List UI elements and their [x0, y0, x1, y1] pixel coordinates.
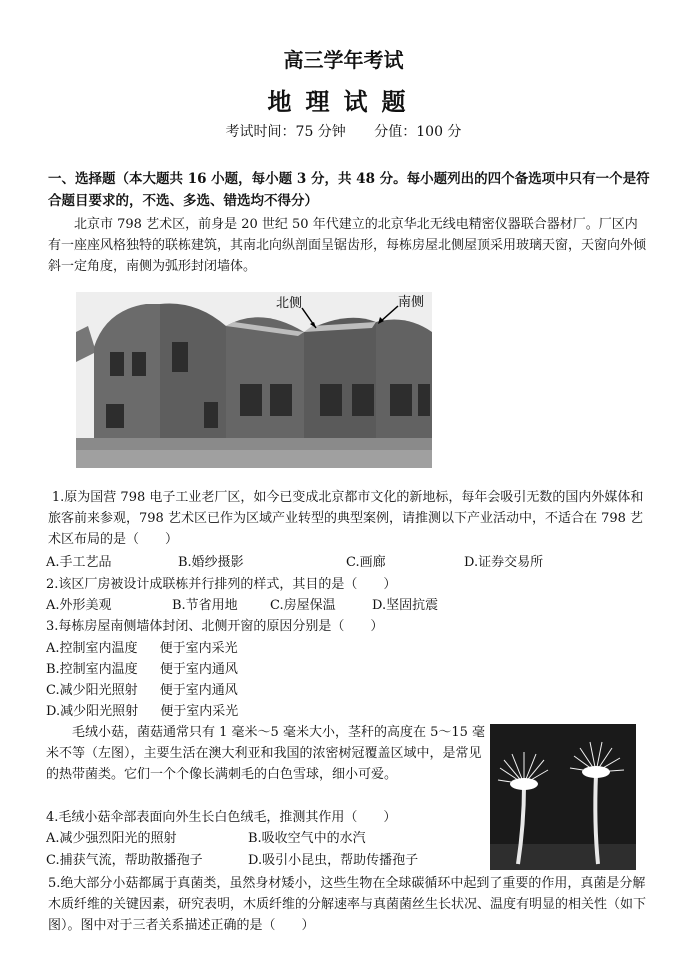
question-4-stem: 4.毛绒小菇伞部表面向外生长白色绒毛，推测其作用（ ）: [46, 810, 397, 825]
page-title: 地理试题: [267, 87, 420, 116]
q2-option-b[interactable]: B.节省用地: [172, 598, 238, 613]
mushroom-photo-svg: [490, 724, 636, 870]
q3-option-a-part1: A.控制室内温度: [46, 641, 138, 656]
q3-option-c[interactable]: [46, 680, 238, 701]
factory-photo: [76, 292, 432, 468]
q2-option-d[interactable]: D.坚固抗震: [372, 598, 439, 613]
exam-time: 考试时间：75 分钟: [225, 124, 346, 140]
passage-mushroom: 毛绒小菇，菌菇通常只有 1 毫米～5 毫米大小，茎秆的高度在 5～15 毫米不等（左图），主要生活在澳大利亚和我国的浓密树冠覆盖区域中，是常见的热带菌类。它们一个个像长满刺毛的白色雪球，细小可爱。: [46, 725, 486, 782]
exam-info: [0, 121, 687, 141]
exam-score: 分值：100 分: [374, 124, 462, 140]
q2-option-c[interactable]: C.房屋保温: [270, 598, 336, 613]
passage-798: 北京市 798 艺术区，前身是 20 世纪 50 年代建立的北京华北无线电精密仪器联合器材厂。厂区内有一座座风格独特的联栋建筑，其南北向纵剖面呈锯齿形，每栋房屋北侧屋顶采用玻璃天窗，天窗向外倾斜一定角度，南侧为弧形封闭墙体。: [48, 217, 647, 274]
section-heading: 一、选择题（本大题共 16 小题，每小题 3 分，共 48 分。每小题列出的四个备选项中只有一个是符合题目要求的，不选、多选、错选均不得分）: [48, 171, 650, 209]
label-north: 北侧: [276, 296, 303, 311]
q3-option-b-part2: 便于室内通风: [159, 662, 238, 677]
factory-photo-svg: [76, 292, 432, 468]
exam-header: 高三学年考试: [283, 48, 404, 72]
q3-option-d[interactable]: [46, 701, 238, 722]
question-1-stem: 1.原为国营 798 电子工业老厂区，如今已变成北京都市文化的新地标，每年会吸引无数的国内外媒体和旅客前来参观，798 艺术区已作为区域产业转型的典型案例，请推测以下产业活动中，不适合在 798 艺术区布局的是（ ）: [48, 490, 644, 547]
q3-option-d-part2: 便于室内采光: [160, 704, 239, 719]
q3-option-c-part2: 便于室内通风: [159, 683, 238, 698]
q4-option-b[interactable]: B.吸收空气中的水汽: [248, 831, 366, 846]
q4-option-a[interactable]: A.减少强烈阳光的照射: [46, 831, 177, 846]
q3-option-a-part2: 便于室内采光: [159, 641, 238, 656]
q1-option-b[interactable]: B.婚纱摄影: [178, 555, 244, 570]
question-2-stem: 2.该区厂房被设计成联栋并行排列的样式，其目的是（ ）: [46, 577, 397, 592]
q1-option-a[interactable]: A.手工艺品: [46, 555, 112, 570]
question-3-stem: 3.每栋房屋南侧墙体封闭、北侧开窗的原因分别是（ ）: [46, 619, 384, 634]
q3-option-a[interactable]: [46, 638, 238, 659]
q4-option-c[interactable]: C.捕获气流，帮助散播孢子: [46, 853, 203, 868]
mushroom-photo: [490, 724, 636, 870]
q4-option-d[interactable]: D.吸引小昆虫，帮助传播孢子: [248, 853, 419, 868]
q3-option-d-part1: D.减少阳光照射: [46, 704, 139, 719]
q3-option-b[interactable]: [46, 659, 238, 680]
q1-option-c[interactable]: C.画廊: [346, 555, 386, 570]
q3-option-b-part1: B.控制室内温度: [46, 662, 138, 677]
q1-option-d[interactable]: D.证券交易所: [464, 555, 544, 570]
question-5-stem: 5.绝大部分小菇都属于真菌类，虽然身材矮小，这些生物在全球碳循环中起到了重要的作用，真菌是分解木质纤维的关键因素，研究表明，木质纤维的分解速率与真菌菌丝生长状况、温度有明显的相关性（如下图）。图中对于三者关系描述正确的是（ ）: [48, 876, 647, 933]
label-south: 南侧: [398, 295, 425, 310]
q2-option-a[interactable]: A.外形美观: [46, 598, 112, 613]
q3-option-c-part1: C.减少阳光照射: [46, 683, 138, 698]
